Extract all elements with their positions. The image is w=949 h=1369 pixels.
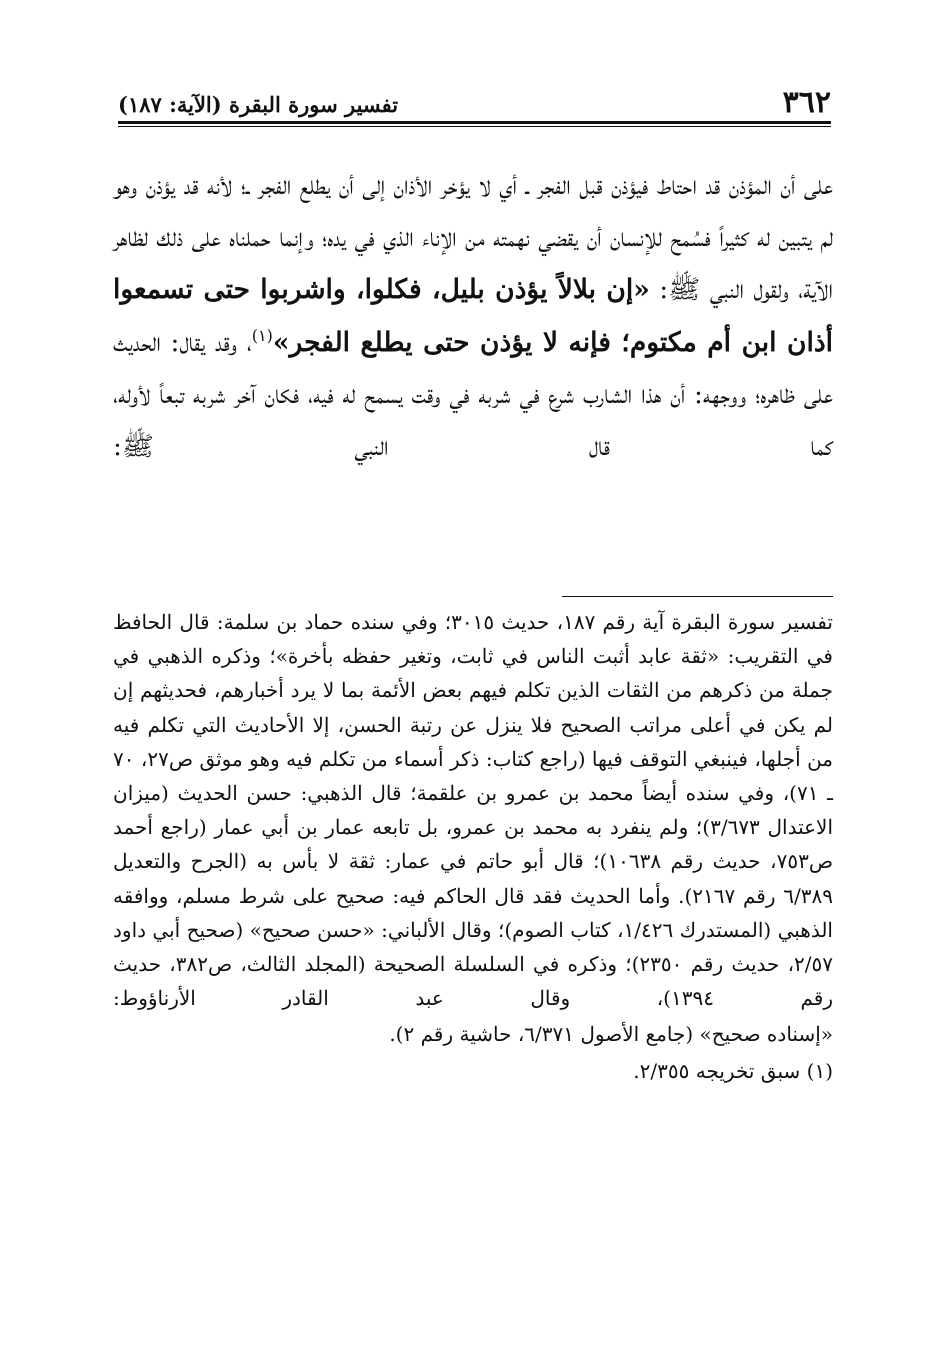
main-text	[113, 160, 833, 473]
header-rule-thick	[118, 121, 831, 124]
hadith-quote: «إن بلالاً يؤذن بليل، فكلوا، واشربوا حتى تسمعوا أذان ابن أم مكتوم؛ فإنه لا يؤذن حتى يطلع الفجر»	[113, 274, 833, 358]
footnotes	[113, 605, 833, 1088]
footnote-continuation-last-line: «إسناده صحيح» (جامع الأصول ٦/٣٧١، حاشية رقم ٢).	[389, 1022, 833, 1047]
body-paragraph	[113, 160, 833, 473]
running-title: تفسير سورة البقرة (الآية: ١٨٧)	[118, 92, 399, 117]
page-number: ٣٦٢	[782, 85, 831, 120]
footnote-continuation: تفسير سورة البقرة آية رقم ١٨٧، حديث ٣٠١٥؛ وفي سنده حماد بن سلمة: قال الحافظ في التقريب: «ثقة عابد أثبت الناس في ثابت، وتغير حفظه بأخرة»؛ وذكره الذهبي في جملة من ذكرهم من الثقات الذين تكلم فيهم بعض الأئمة بما لا يرد أخبارهم، فحديثهم إن لم يكن في أعلى مراتب الصحيح فلا ينزل عن رتبة الحسن، إلا الأحاديث التي تكلم فيه من أجلها، فينبغي التوقف فيها (راجع كتاب: ذكر أسماء من تكلم فيه وهو موثق ص٢٧، ٧٠ ـ ٧١)، وفي سنده أيضاً محمد بن عمرو بن علقمة؛ قال الذهبي: حسن الحديث (ميزان الاعتدال ٣/٦٧٣)؛ ولم ينفرد به محمد بن عمرو، بل تابعه عمار بن أبي عمار (راجع أحمد ص٧٥٣، حديث رقم ١٠٦٣٨)؛ قال أبو حاتم في عمار: ثقة لا بأس به (الجرح والتعديل ٦/٣٨٩ رقم ٢١٦٧). وأما الحديث فقد قال الحاكم فيه: صحيح على شرط مسلم، ووافقه الذهبي (المستدرك ١/٤٢٦، كتاب الصوم)؛ وقال الألباني: «حسن صحيح» (صحيح أبي داود ٢/٥٧، حديث رقم ٢٣٥٠)؛ وذكره في السلسلة الصحيحة (المجلد الثالث، ص٣٨٢، حديث رقم ١٣٩٤)، وقال عبد القادر الأرناؤوط:	[113, 610, 834, 1011]
page-header	[118, 80, 831, 120]
body-segment-1: على أن المؤذن قد احتاط فيؤذن قبل الفجر ـ أي لا يؤخر الأذان إلى أن يطلع الفجر ـ؛ لأنه قد يؤذن وهو لم يتبين له كثيراً فسُمح للإنسان أن يقضي نهمته من الإناء الذي في يده؛ وإنما حملناه على ذلك لظاهر الآية، ولقول النبي ﷺ:	[113, 170, 833, 306]
footnote-reference: (١)	[251, 325, 273, 345]
header-rule-thin	[118, 126, 831, 127]
body-segment-2: ، وقد يقال: الحديث على ظاهره؛ ووجهه: أن هذا الشارب شرع في شربه في وقت يسمح له فيه، فكان آخر شربه تبعاً لأوله، كما قال النبي ﷺ:	[113, 326, 833, 463]
footnote-1: (١) سبق تخريجه ٢/٣٥٥.	[633, 1058, 833, 1083]
footnote-separator	[562, 596, 833, 597]
